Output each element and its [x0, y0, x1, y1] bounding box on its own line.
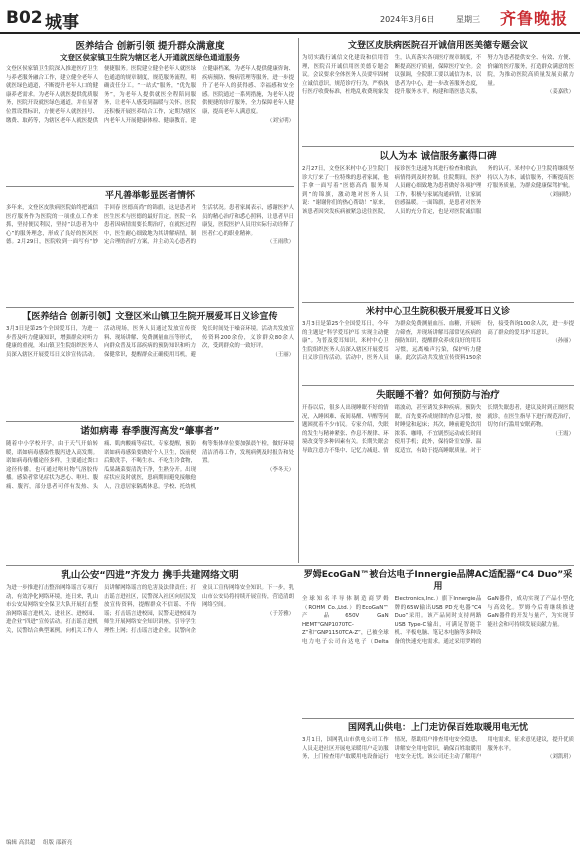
article-title: 失眠睡不着？如何预防与治疗	[376, 390, 500, 401]
article-author: （王雨欣）	[267, 239, 294, 246]
article-text: 2月27日，文登区米村中心卫生院门诊大厅来了一位特殊的患者家属，他手拿一面写着“医德高尚 服务周到”的锦旗，激动地对医务人员说：“谢谢你们的热心帮助！”原来，该患者因突发疾病被紧急送往医院，接诊医生迅速为其进行检查和救治，病情得到及时控制。住院期间，医护人员耐心细致地为患者做好各项护理工作，积极与家属沟通病情，让家属倍感温暖。一面锦旗，是患者对医务人员的充分肯定，也是对医院诚信服务的认可。米村中心卫生院将继续坚持以人为本，诚信服务，不断提高医疗服务质量，为群众健康保驾护航。	[302, 166, 574, 215]
article-text: 全球知名半导体制造商罗姆（ROHM Co.,Ltd.）的EcoGaN™产品650V GaN HEMT“GNP1070TC-Z”和“GNP1150TCA-Z”，已被全球电力电子公司台达电子（Delta Electronics,Inc.）旗下Innergie品牌的65W输出USB PD充电器“C4 Duo”采用。该产品同时支持两路USB Type-C输出，可满足智能手机、平板电脑、笔记本电脑等多种设备的快速充电需求。通过采用罗姆的GaN器件，成功实现了产品小型化与高效化。罗姆今后将继续推进GaN器件的开发与量产，为实现节能社会和可持续发展贡献力量。	[302, 596, 574, 645]
article-author: （刘丽晓）	[547, 191, 574, 198]
article-text: 开春以后，很多人出现睡眠不好的情况，入睡困难、夜间易醒、早醒等问题困扰着不少市民。专家介绍，失眠的发生与精神紧张、作息不规律、环境改变等多种因素有关。长期失眠会导致注意力不集中、记忆力减退、情绪波动，甚至诱发多种疾病。预防失眠，首先要养成规律的作息习惯，按时睡觉和起床；其次，睡前避免饮用浓茶、咖啡，不宜剧烈运动或长时间使用手机；此外，保持卧室安静、温度适宜，有助于提高睡眠质量。对于长期失眠患者，建议及时到正规医院就诊，在医生指导下进行规范治疗，切勿自行滥用安眠药物。	[302, 405, 574, 454]
article-body	[6, 204, 294, 247]
article-title: 罗姆EcoGaN™被台达电子Innergie品牌AC适配器“C4 Duo”采用	[303, 570, 573, 592]
divider	[302, 146, 574, 147]
article-title: 乳山公安“四进”齐发力 携手共建网络文明	[61, 570, 239, 581]
editor-credit: 编辑 高洪超	[6, 840, 36, 846]
article-author: （王丽）	[272, 351, 294, 358]
article-title: 平凡善举彰显医者情怀	[104, 191, 195, 201]
divider	[302, 302, 574, 303]
article-text: 为进一步推进打击整治网络谣言专项行动，有效净化网络环境，连日来，乳山市公安局网络安全保卫大队开展打击整治网络谣言进机关、进社区、进校园、进企业“四进”宣传活动。打击谣言进机关，民警结合典型案例，向机关工作人员讲解网络谣言的危害及法律责任；打击谣言进社区，民警深入社区向居民发放宣传资料，提醒群众不信谣、不传谣；打击谣言进校园，民警走进校园为师生开展网络安全知识讲座，引导学生理性上网；打击谣言进企业，民警向企业员工宣传网络安全知识。下一步，乳山市公安局将持续开展宣传，营造清朗网络空间。	[6, 585, 294, 634]
divider	[6, 307, 294, 308]
article-body	[6, 584, 294, 636]
issue-date: 2024年3月6日	[380, 15, 435, 24]
article-people-oriented	[302, 150, 574, 300]
page-footer	[6, 838, 78, 846]
article-title: 医养结合 创新引领 提升群众满意度	[75, 41, 225, 52]
column-divider	[298, 38, 299, 563]
article-body	[302, 736, 574, 762]
article-text: 3月1日，国网乳山市供电公司工作人员走进社区开展电采暖用户走访服务，上门检查用户取暖用电设备运行情况，帮助用户排查用电安全隐患，讲解安全用电常识，确保百姓取暖用电安全无忧。该公司还主动了解用户用电需求，征求意见建议，提升优质服务水平。	[302, 737, 574, 761]
article-subtitle: 文登区侯家镇卫生院为辖区老人开通就医绿色通道服务	[60, 53, 240, 62]
newspaper-logo: 齐鲁晚报	[500, 9, 569, 28]
page-header	[0, 0, 580, 34]
article-title: 文登区皮肤病医院召开诚信用医美德专题会议	[347, 41, 528, 51]
article-author: （刘宝明）	[267, 117, 294, 124]
article-integrity-meeting	[302, 40, 574, 144]
article-body	[302, 165, 574, 217]
article-insomnia	[302, 389, 574, 563]
section-name: 城事	[45, 13, 79, 33]
section-code: B02	[6, 8, 43, 28]
issue-weekday: 星期三	[456, 15, 480, 24]
divider	[6, 565, 574, 566]
article-text: 3月3日是第25个全国爱耳日，今年的主题是“科学爱耳护耳 实现主动健康”。为普及爱耳知识，米村中心卫生院组织医务人员深入辖区开展爱耳日义诊宣传活动。活动中，医务人员为群众免费测量血压、血糖，开展听力筛查，并现场讲解耳部常见疾病的预防知识，提醒群众养成良好的用耳习惯，远离噪声污染，保护听力健康。此次活动共发放宣传资料150余份，接受咨询100余人次，进一步提高了群众的爱耳护耳意识。	[302, 321, 574, 362]
article-author: （刘凯玥）	[547, 754, 574, 761]
article-title: 米村中心卫生院积极开展爱耳日义诊	[365, 307, 510, 317]
article-text: 随着中小学校开学，由于天气开始转暖，诺如病毒感染性腹泻进入高发期。诺如病毒传播途径多样，主要通过粪口途径传播，也可通过呕吐物气溶胶传播。感染者常见症状为恶心、呕吐、腹痛、腹泻，部分患者可伴有发热、头痛、肌肉酸痛等症状。专家提醒，预防诺如病毒感染要做好个人卫生，饭前便后勤洗手，不喝生水、不吃生冷食物，瓜果蔬菜要清洗干净，生熟分开。出现症状应及时就医，患病期间避免接触他人，注意居家隔离休息。学校、托幼机构等集体单位要加强晨午检，做好环境清洁消毒工作，发现病例及时报告和处置。	[6, 441, 294, 490]
article-rushan-police	[6, 569, 294, 835]
article-title: 国网乳山供电：上门走访保百姓取暖用电无忧	[347, 723, 528, 733]
article-body	[6, 65, 294, 125]
article-body	[302, 320, 574, 363]
divider	[6, 186, 294, 187]
article-title: 【医养结合 创新引领】文登区米山镇卫生院开展爱耳日义诊宣传	[22, 312, 278, 322]
article-text: 3月3日是第25个全国爱耳日，为进一步普及听力健康知识，增强群众对听力健康的重视，米山镇卫生院组织医务人员深入辖区开展爱耳日义诊宣传活动。活动现场，医务人员通过发放宣传资料、现场讲解、免费测量血压等形式，向群众普及耳部疾病的预防知识和听力保健常识，提醒群众正确使用耳机，避免长时间处于噪音环境。活动共发放宣传资料200余份，义诊群众80余人次，受到群众的一致好评。	[6, 326, 294, 358]
article-title: 以人为本 诚信服务赢得口碑	[379, 151, 497, 162]
article-author: （孙丽）	[552, 338, 574, 345]
article-author: （李冬天）	[267, 466, 294, 473]
article-body	[6, 440, 294, 492]
article-doctor-kindness	[6, 190, 294, 305]
article-micun-ear-day	[302, 306, 574, 383]
article-rushan-power	[302, 722, 574, 835]
article-rohm-ecogan	[302, 569, 574, 716]
divider	[302, 385, 574, 386]
article-body	[302, 595, 574, 647]
article-author: （于芳雅）	[267, 610, 294, 617]
article-body	[302, 54, 574, 97]
article-mishan-ear-day	[6, 311, 294, 419]
article-body	[6, 325, 294, 359]
article-author: （姜嘉欣）	[547, 89, 574, 96]
divider	[6, 421, 294, 422]
article-text: 文登区侯家镇卫生院深入推进医疗卫生与养老服务融合工作，建立健全老年人就医绿色通道，不断提升老年人口的健康养老需求。为老年人就医提供优质服务，医院开设就医绿色通道，并在显著位置设置标识，方便老年人就医挂号、缴费、取药等，为辖区老年人就医提供便捷服务。医院建立健全老年人就医绿色通道的规章制度，规范服务流程，明确责任分工。“一站式”服务，“优先服务”，为老年人提供就医全程陪同服务，让老年人感受到温暖与关怀。医院还积极开展医养结合工作，定期为辖区内老年人开展健康体检、健康教育，建立健康档案，为老年人提供健康咨询、疾病预防、慢病管理等服务，进一步提升了老年人的获得感、幸福感和安全感。医院通过一系列措施，为老年人提供便捷的诊疗服务，全力保障老年人健康，提高老年人满意度。	[6, 66, 294, 124]
article-norovirus	[6, 425, 294, 563]
article-text: 为切实践行诚信文化建设和信用管理，医院召开诚信用医美德专题会议。会议要求全体医务人员要牢固树立诚信意识，规范诊疗行为，严格执行医疗收费标准，杜绝乱收费现象发生，认真落实各项医疗规章制度，不断提高医疗质量，保障医疗安全。会议强调，全院职工要以诚信为本，以患者为中心，进一步改善服务态度，提升服务水平，构建和谐医患关系，努力为患者提供安全、有效、方便、价廉的医疗服务，打造群众满意的医院，为推动医院高质量发展贡献力量。	[302, 55, 574, 96]
designer-credit: 组版 邵新亮	[43, 840, 73, 846]
article-body	[302, 404, 574, 456]
article-text: 多年来，文登区皮肤病医院始终把诚信医疗服务作为医院的一项重点工作来抓，坚持便民利民，坚持“以患者为中心”的服务理念，形成了良好的医风医德。2月29日，医院收到一面写有“妙手回春 医德高尚”的锦旗，这是患者对医生医术与医德的最好肯定。医院一名患者因病情需要长期治疗，在就医过程中，医生耐心细致地为其讲解病情，制定合理的治疗方案，并主动关心患者的生活状况。患者家属表示，感谢医护人员的精心治疗和悉心照料，让患者早日康复，医院医护人员用实际行动诠释了医者仁心的职业精神。	[6, 205, 294, 246]
article-title: 诺如病毒 春季腹泻高发“肇事者”	[80, 426, 220, 437]
article-author: （王霞）	[552, 430, 574, 437]
article-elder-care-channel	[6, 40, 294, 184]
divider	[302, 718, 574, 719]
